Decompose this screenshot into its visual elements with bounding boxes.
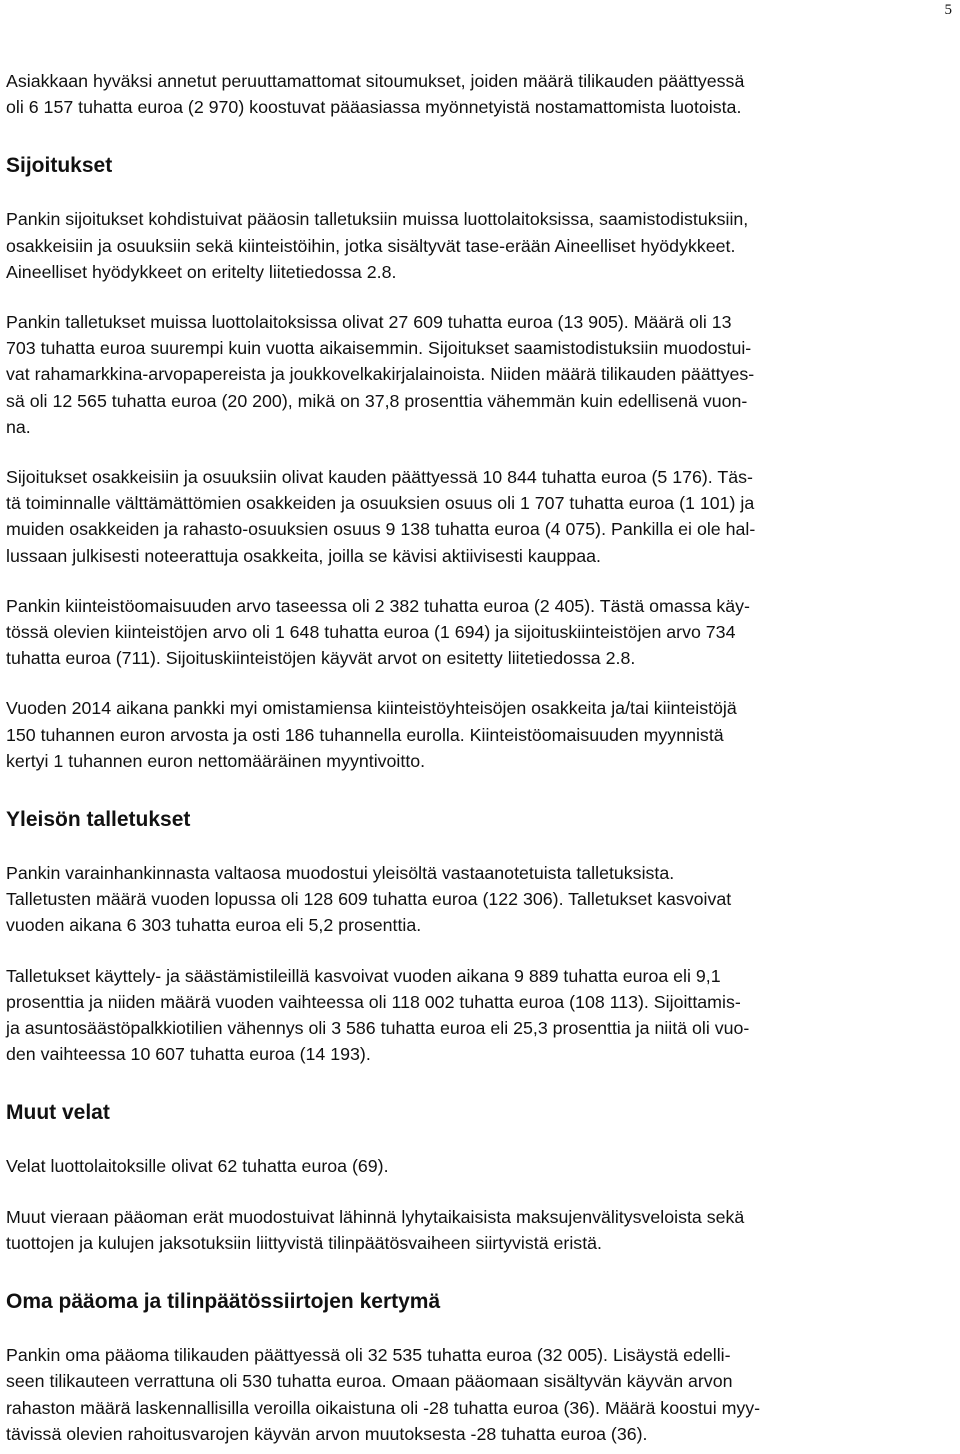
text-line: Muut vieraan pääoman erät muodostuivat lähinnä lyhytaikaisista maksujenvälitysveloista sekä bbox=[6, 1206, 745, 1227]
text-line: 150 tuhannen euron arvosta ja osti 186 tuhannella eurolla. Kiinteistöomaisuuden myynnistä bbox=[6, 724, 724, 745]
paragraph-equity bbox=[6, 1342, 952, 1447]
text-line: Pankin kiinteistöomaisuuden arvo taseessa oli 2 382 tuhatta euroa (2 405). Tästä omassa käy- bbox=[6, 595, 750, 616]
paragraph-funding bbox=[6, 860, 952, 939]
text-line: kertyi 1 tuhannen euron nettomääräinen myyntivoitto. bbox=[6, 750, 426, 771]
heading-equity: Oma pääoma ja tilinpäätössiirtojen kertymä bbox=[6, 1290, 441, 1314]
text-line: tuhatta euroa (711). Sijoituskiinteistöjen käyvät arvot on esitetty liitetiedossa 2.8. bbox=[6, 648, 636, 669]
text-line: muiden osakkeiden ja rahasto-osuuksien osuus 9 138 tuhatta euroa (4 075). Pankilla ei ole hal- bbox=[6, 519, 756, 540]
text-line: Aineelliset hyödykkeet on eritelty liitetiedossa 2.8. bbox=[6, 261, 397, 282]
text-line: tävissä olevien rahoitusvarojen käyvän arvon muutoksesta -28 tuhatta euroa (36). bbox=[6, 1423, 648, 1444]
text-line: ja asuntosäästöpalkkiotilien vähennys oli 3 586 tuhatta euroa eli 25,3 prosenttia ja niitä oli vuo- bbox=[6, 1018, 750, 1039]
text-line: prosenttia ja niiden määrä vuoden vaihteessa oli 118 002 tuhatta euroa (108 113). Sijoittamis- bbox=[6, 991, 741, 1012]
text-line: tuottojen ja kulujen jaksotuksiin liittyvistä tilinpäätösvaiheen siirtyvistä eristä. bbox=[6, 1232, 602, 1253]
text-line: Velat luottolaitoksille olivat 62 tuhatta euroa (69). bbox=[6, 1156, 389, 1177]
paragraph-real-estate bbox=[6, 593, 952, 672]
text-line: Talletusten määrä vuoden lopussa oli 128 609 tuhatta euroa (122 306). Talletukset kasvoivat bbox=[6, 889, 732, 910]
heading-investments: Sijoitukset bbox=[6, 154, 113, 178]
text-line: Pankin sijoitukset kohdistuivat pääosin talletuksiin muissa luottolaitoksissa, saamistodistuksiin, bbox=[6, 209, 749, 230]
heading-public-deposits: Yleisön talletukset bbox=[6, 808, 191, 832]
text-line: 703 tuhatta euroa suurempi kuin vuotta aikaisemmin. Sijoitukset saamistodistuksiin muodostui- bbox=[6, 338, 752, 359]
text-line: osakkeisiin ja osuuksiin sekä kiinteistöihin, jotka sisältyvät tase-erään Aineelliset hyödykkeet. bbox=[6, 235, 736, 256]
text-line: Sijoitukset osakkeisiin ja osuuksiin olivat kauden päättyessä 10 844 tuhatta euroa (5 176). Täs- bbox=[6, 467, 753, 488]
paragraph-other-items bbox=[6, 1204, 952, 1256]
text-line: oli 6 157 tuhatta euroa (2 970) koostuvat pääasiassa myönnetyistä nostamattomista luotoista. bbox=[6, 97, 742, 118]
paragraph-investments-intro bbox=[6, 206, 952, 285]
text-line: vuoden aikana 6 303 tuhatta euroa eli 5,2 prosenttia. bbox=[6, 915, 422, 936]
text-line: den vaihteessa 10 607 tuhatta euroa (14 193). bbox=[6, 1044, 371, 1065]
text-line: sä oli 12 565 tuhatta euroa (20 200), mikä on 37,8 prosenttia vähemmän kuin edellisenä vuon- bbox=[6, 390, 748, 411]
paragraph-commitments bbox=[6, 68, 952, 120]
text-line: Pankin varainhankinnasta valtaosa muodostui yleisöltä vastaanotetuista talletuksista. bbox=[6, 863, 675, 884]
text-line: na. bbox=[6, 416, 31, 437]
text-line: vat rahamarkkina-arvopapereista ja joukkovelkakirjalainoista. Niiden määrä tilikauden päättyes- bbox=[6, 364, 755, 385]
text-line: seen tilikauteen verrattuna oli 530 tuhatta euroa. Omaan pääomaan sisältyvän käyvän arvon bbox=[6, 1371, 733, 1392]
document-body bbox=[6, 68, 952, 1447]
text-line: lussaan julkisesti noteerattuja osakkeita, joilla se kävisi aktiivisesti kauppaa. bbox=[6, 545, 601, 566]
text-line: rahaston määrä laskennallisilla veroilla oikaistuna oli -28 tuhatta euroa (36). Määrä koostui myy- bbox=[6, 1397, 761, 1418]
paragraph-accounts bbox=[6, 963, 952, 1068]
paragraph-real-estate-sales bbox=[6, 695, 952, 774]
text-line: Asiakkaan hyväksi annetut peruuttamattomat sitoumukset, joiden määrä tilikauden päättyessä bbox=[6, 71, 745, 91]
text-line: Pankin talletukset muissa luottolaitoksissa olivat 27 609 tuhatta euroa (13 905). Määrä oli 13 bbox=[6, 312, 732, 333]
text-line: Talletukset käyttely- ja säästämistileillä kasvoivat vuoden aikana 9 889 tuhatta euroa eli 9,1 bbox=[6, 965, 721, 986]
page-number: 5 bbox=[944, 2, 952, 18]
paragraph-bank-deposits bbox=[6, 309, 952, 440]
text-line: Vuoden 2014 aikana pankki myi omistamiensa kiinteistöyhteisöjen osakkeita ja/tai kiinteistöjä bbox=[6, 698, 737, 719]
heading-other-liabilities: Muut velat bbox=[6, 1101, 110, 1125]
text-line: tössä olevien kiinteistöjen arvo oli 1 648 tuhatta euroa (1 694) ja sijoituskiinteistöjen arvo 734 bbox=[6, 622, 736, 643]
text-line: Pankin oma pääoma tilikauden päättyessä oli 32 535 tuhatta euroa (32 005). Lisäystä edelli- bbox=[6, 1345, 731, 1366]
text-line: tä toiminnalle välttämättömien osakkeiden ja osuuksien osuus oli 1 707 tuhatta euroa (1 101) ja bbox=[6, 493, 755, 514]
paragraph-shares bbox=[6, 464, 952, 569]
paragraph-credit-institutions bbox=[6, 1153, 952, 1179]
